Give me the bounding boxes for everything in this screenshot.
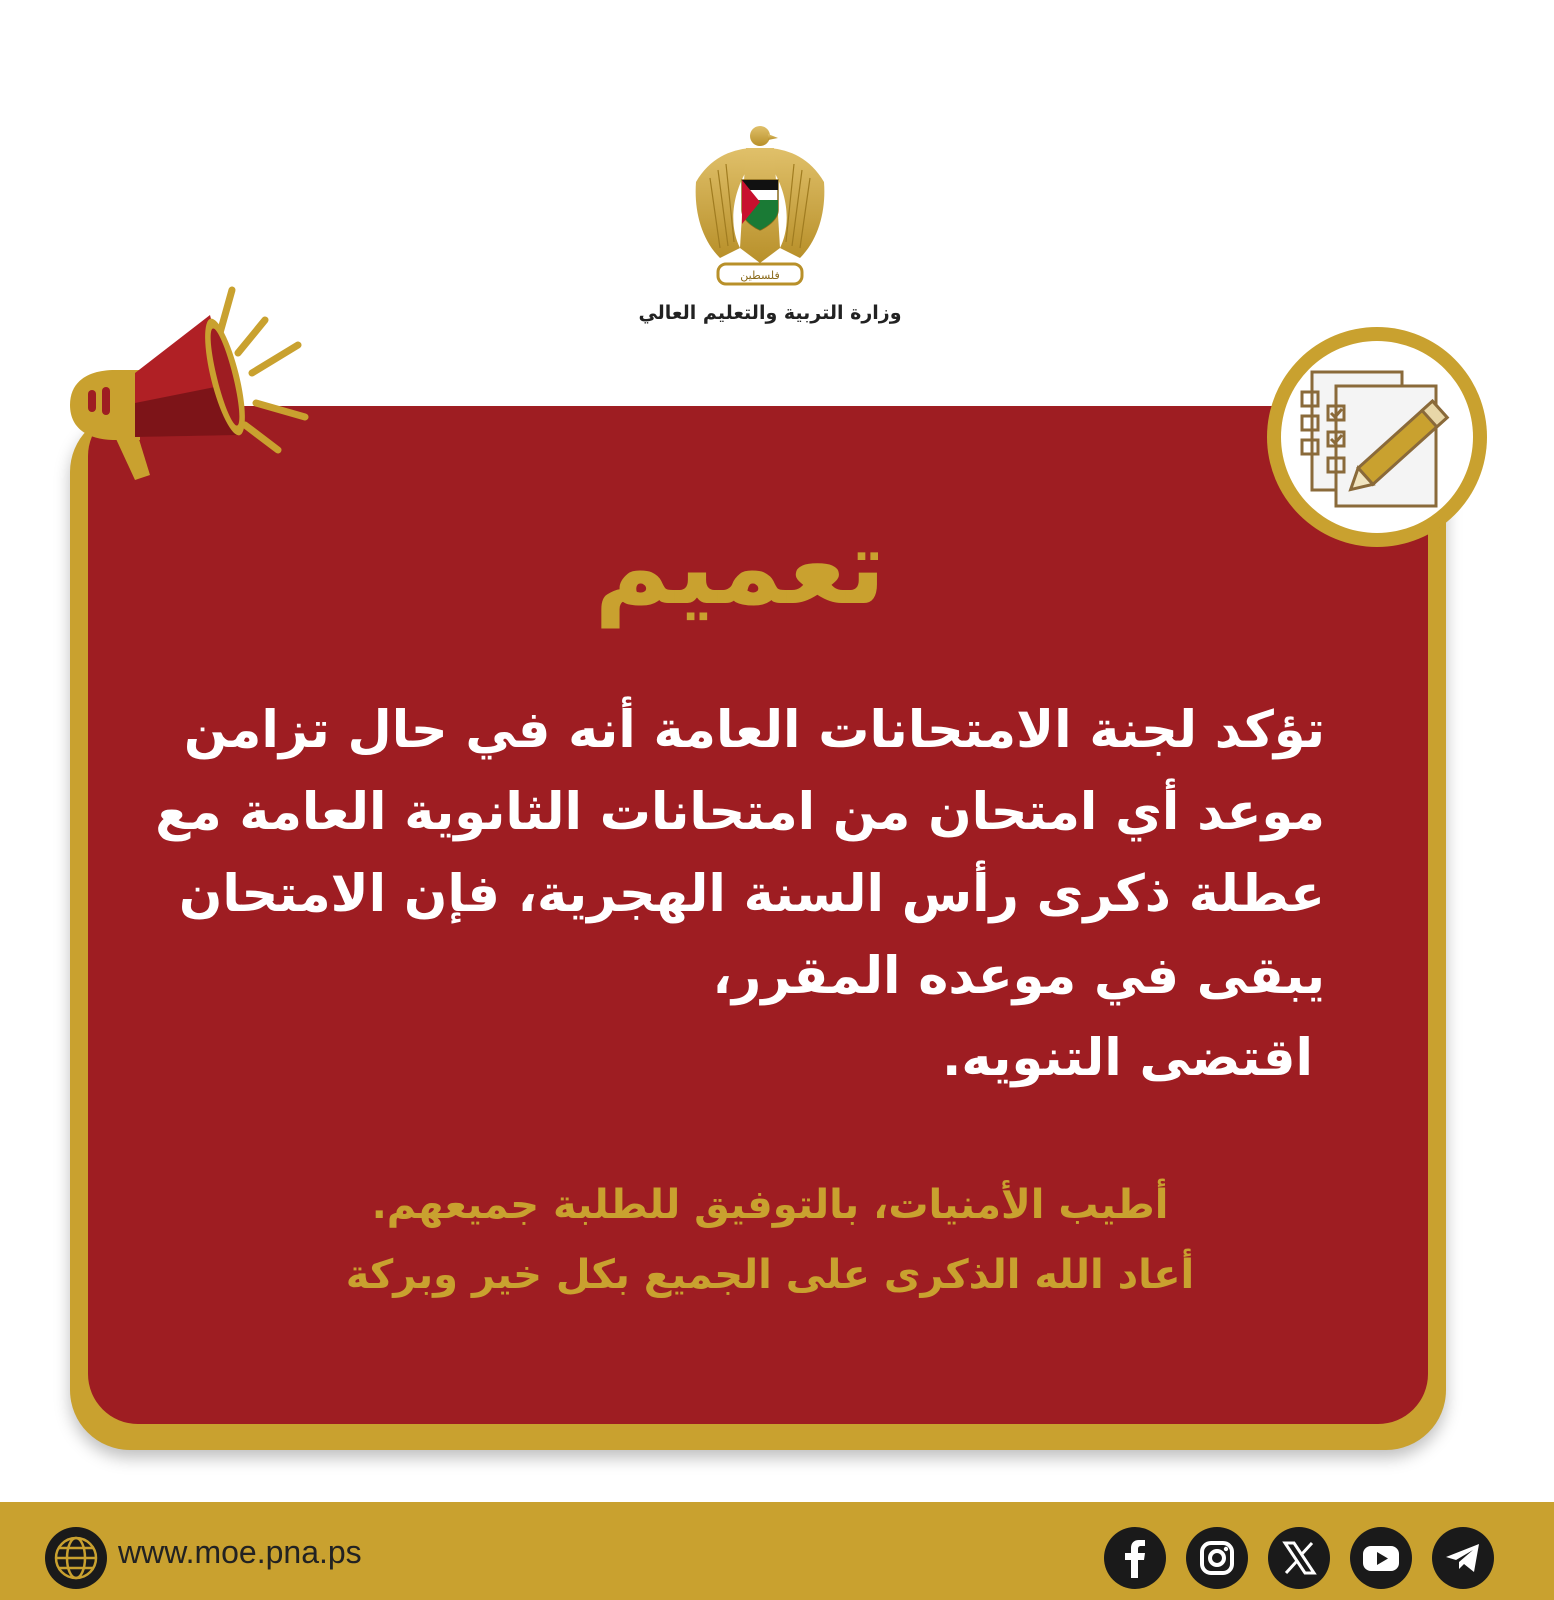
wishes-line: أطيب الأمنيات، بالتوفيق للطلبة جميعهم.	[371, 1182, 1169, 1228]
youtube-icon[interactable]	[1349, 1526, 1413, 1590]
facebook-icon[interactable]	[1103, 1526, 1167, 1590]
announcement-body	[155, 690, 1325, 1100]
palestine-emblem-icon	[690, 118, 830, 293]
megaphone-icon	[60, 285, 330, 505]
body-line: عطلة ذكرى رأس السنة الهجرية، فإن الامتحان	[178, 865, 1325, 924]
announcement-title: تعميم	[594, 506, 886, 628]
wishes-line: أعاد الله الذكرى على الجميع بكل خير وبركة	[345, 1252, 1195, 1298]
body-line: اقتضى التنويه.	[942, 1029, 1313, 1088]
body-line: موعد أي امتحان من امتحانات الثانوية العامة مع	[155, 783, 1325, 842]
ministry-name: وزارة التربية والتعليم العالي	[638, 302, 902, 324]
checklist-pencil-icon	[1262, 322, 1492, 552]
telegram-icon[interactable]	[1431, 1526, 1495, 1590]
body-line: تؤكد لجنة الامتحانات العامة أنه في حال تزامن	[183, 701, 1325, 760]
emblem-caption: فلسطين	[740, 269, 780, 282]
body-line: يبقى في موعده المقرر،	[712, 947, 1325, 1006]
globe-icon	[44, 1526, 108, 1590]
x-icon[interactable]	[1267, 1526, 1331, 1590]
wishes-text	[270, 1170, 1270, 1310]
instagram-icon[interactable]	[1185, 1526, 1249, 1590]
website-link[interactable]: www.moe.pna.ps	[118, 1534, 362, 1570]
